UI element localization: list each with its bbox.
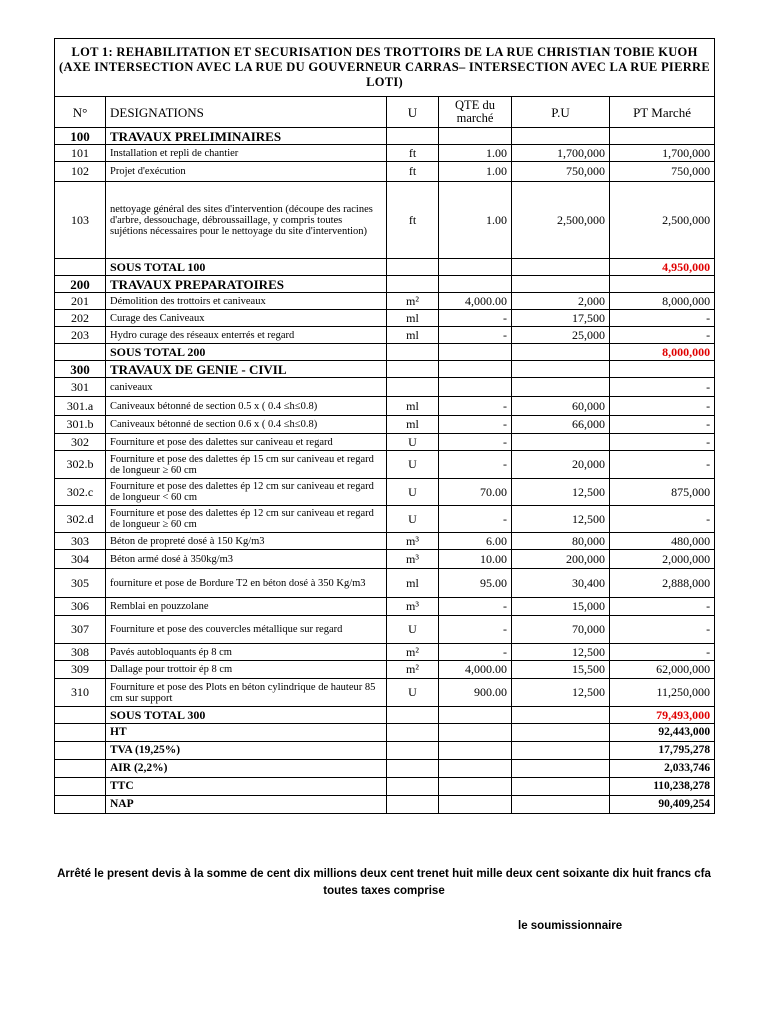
item-unit-price: 12,500: [512, 644, 610, 661]
item-quantity: 1.00: [439, 162, 512, 182]
item-total-price: 750,000: [610, 162, 715, 182]
item-unit-price: 1,700,000: [512, 145, 610, 162]
item-total-price: 8,000,000: [610, 293, 715, 310]
item-quantity: 95.00: [439, 569, 512, 598]
item-total-price: -: [610, 378, 715, 397]
item-designation: Caniveaux bétonné de section 0.5 x ( 0.4 ≤h≤0.8): [106, 397, 387, 416]
empty-cell: [512, 796, 610, 814]
item-number: 309: [55, 661, 106, 679]
empty-cell: [439, 796, 512, 814]
header-unit: U: [387, 97, 439, 128]
item-unit-price: 12,500: [512, 679, 610, 707]
item-designation: fourniture et pose de Bordure T2 en béton dosé à 350 Kg/m3: [106, 569, 387, 598]
item-quantity: 10.00: [439, 550, 512, 569]
subtotal-label: SOUS TOTAL 300: [106, 707, 387, 724]
section-name: TRAVAUX PREPARATOIRES: [106, 276, 387, 293]
item-number: 308: [55, 644, 106, 661]
table-row: [55, 182, 715, 259]
empty-cell: [439, 742, 512, 760]
table-row: [55, 598, 715, 616]
item-designation: Démolition des trottoirs et caniveaux: [106, 293, 387, 310]
item-quantity: -: [439, 598, 512, 616]
empty-cell: [610, 276, 715, 293]
document-title: LOT 1: REHABILITATION ET SECURISATION DES TROTTOIRS DE LA RUE CHRISTIAN TOBIE KUOH (AXE INTERSECTION AVEC LA RUE DU GOUVERNEUR CARRAS– INTERSECTION AVEC LA RUE PIERRE LOTI): [55, 39, 715, 97]
item-designation: Curage des Caniveaux: [106, 310, 387, 327]
quote-table: [54, 38, 715, 814]
item-unit: U: [387, 479, 439, 506]
item-unit-price: 15,500: [512, 661, 610, 679]
item-unit-price: 15,000: [512, 598, 610, 616]
empty-cell: [55, 344, 106, 361]
subtotal-value: 4,950,000: [610, 259, 715, 276]
item-unit: m²: [387, 644, 439, 661]
empty-cell: [387, 361, 439, 378]
table-row: [55, 661, 715, 679]
section-row: [55, 276, 715, 293]
total-value: 90,409,254: [610, 796, 715, 814]
item-designation: Remblai en pouzzolane: [106, 598, 387, 616]
item-unit: m²: [387, 661, 439, 679]
table-row: [55, 479, 715, 506]
empty-cell: [439, 724, 512, 742]
table-row: [55, 145, 715, 162]
total-value: 17,795,278: [610, 742, 715, 760]
empty-cell: [387, 707, 439, 724]
title-row: [55, 39, 715, 97]
item-quantity: -: [439, 506, 512, 533]
item-total-price: -: [610, 451, 715, 479]
empty-cell: [439, 361, 512, 378]
item-unit: m²: [387, 293, 439, 310]
table-row: [55, 550, 715, 569]
item-number: 302.d: [55, 506, 106, 533]
item-designation: caniveaux: [106, 378, 387, 397]
empty-cell: [512, 707, 610, 724]
total-row: [55, 724, 715, 742]
item-quantity: 1.00: [439, 182, 512, 259]
item-unit-price: 2,000: [512, 293, 610, 310]
empty-cell: [55, 742, 106, 760]
item-quantity: [439, 378, 512, 397]
item-total-price: -: [610, 416, 715, 434]
item-total-price: 11,250,000: [610, 679, 715, 707]
empty-cell: [55, 724, 106, 742]
subtotal-value: 8,000,000: [610, 344, 715, 361]
item-unit: ft: [387, 145, 439, 162]
empty-cell: [387, 796, 439, 814]
item-number: 305: [55, 569, 106, 598]
table-row: [55, 378, 715, 397]
subtotal-value: 79,493,000: [610, 707, 715, 724]
empty-cell: [55, 259, 106, 276]
empty-cell: [512, 778, 610, 796]
empty-cell: [387, 760, 439, 778]
table-row: [55, 533, 715, 550]
header-pt: PT Marché: [610, 97, 715, 128]
item-designation: Installation et repli de chantier: [106, 145, 387, 162]
table-row: [55, 679, 715, 707]
item-designation: nettoyage général des sites d'intervention (découpe des racines d'arbre, dessouchage, débroussaillage, y compris toutes sujétions nécessaires pour le nettoyage du site d'intervention): [106, 182, 387, 259]
item-quantity: 1.00: [439, 145, 512, 162]
item-designation: Pavés autobloquants ép 8 cm: [106, 644, 387, 661]
empty-cell: [439, 259, 512, 276]
item-number: 201: [55, 293, 106, 310]
item-designation: Fourniture et pose des dalettes ép 12 cm sur caniveau et regard de longueur < 60 cm: [106, 479, 387, 506]
empty-cell: [387, 344, 439, 361]
item-designation: Dallage pour trottoir ép 8 cm: [106, 661, 387, 679]
empty-cell: [610, 361, 715, 378]
total-label: AIR (2,2%): [106, 760, 387, 778]
item-unit: m³: [387, 598, 439, 616]
item-total-price: 875,000: [610, 479, 715, 506]
item-number: 103: [55, 182, 106, 259]
table-row: [55, 569, 715, 598]
section-code: 300: [55, 361, 106, 378]
item-unit: U: [387, 679, 439, 707]
empty-cell: [387, 276, 439, 293]
item-number: 304: [55, 550, 106, 569]
item-quantity: 70.00: [439, 479, 512, 506]
total-label: TTC: [106, 778, 387, 796]
table-row: [55, 616, 715, 644]
empty-cell: [512, 742, 610, 760]
item-quantity: -: [439, 310, 512, 327]
empty-cell: [610, 128, 715, 145]
empty-cell: [512, 724, 610, 742]
item-total-price: 480,000: [610, 533, 715, 550]
footer-statement: Arrêté le present devis à la somme de cent dix millions deux cent trenet huit mille deux cent soixante dix huit francs cfa toutes taxes comprise: [57, 868, 711, 897]
item-total-price: -: [610, 616, 715, 644]
subtotal-row: [55, 344, 715, 361]
item-quantity: 4,000.00: [439, 661, 512, 679]
item-unit: m³: [387, 550, 439, 569]
item-designation: Fourniture et pose des dalettes ép 12 cm sur caniveau et regard de longueur ≥ 60 cm: [106, 506, 387, 533]
item-unit-price: 70,000: [512, 616, 610, 644]
item-unit-price: 20,000: [512, 451, 610, 479]
empty-cell: [439, 760, 512, 778]
header-pu: P.U: [512, 97, 610, 128]
item-unit: U: [387, 451, 439, 479]
item-unit: ml: [387, 397, 439, 416]
item-unit-price: [512, 434, 610, 451]
item-unit: U: [387, 506, 439, 533]
item-quantity: -: [439, 416, 512, 434]
item-unit-price: 66,000: [512, 416, 610, 434]
item-quantity: 900.00: [439, 679, 512, 707]
item-total-price: -: [610, 310, 715, 327]
item-total-price: -: [610, 598, 715, 616]
item-quantity: 4,000.00: [439, 293, 512, 310]
empty-cell: [387, 724, 439, 742]
item-unit-price: 12,500: [512, 479, 610, 506]
item-unit: ft: [387, 182, 439, 259]
item-designation: Fourniture et pose des couvercles métallique sur regard: [106, 616, 387, 644]
item-total-price: 2,000,000: [610, 550, 715, 569]
item-number: 202: [55, 310, 106, 327]
header-row: [55, 97, 715, 128]
item-total-price: -: [610, 397, 715, 416]
total-label: TVA (19,25%): [106, 742, 387, 760]
total-label: HT: [106, 724, 387, 742]
item-quantity: 6.00: [439, 533, 512, 550]
total-label: NAP: [106, 796, 387, 814]
quote-sheet: [54, 38, 714, 814]
item-designation: Béton de propreté dosé à 150 Kg/m3: [106, 533, 387, 550]
item-unit-price: 30,400: [512, 569, 610, 598]
item-unit: m³: [387, 533, 439, 550]
item-unit: ml: [387, 310, 439, 327]
item-total-price: 2,500,000: [610, 182, 715, 259]
item-unit-price: 2,500,000: [512, 182, 610, 259]
item-unit-price: 200,000: [512, 550, 610, 569]
item-quantity: -: [439, 644, 512, 661]
empty-cell: [439, 276, 512, 293]
empty-cell: [512, 276, 610, 293]
item-quantity: -: [439, 616, 512, 644]
section-row: [55, 361, 715, 378]
subtotal-label: SOUS TOTAL 100: [106, 259, 387, 276]
table-row: [55, 451, 715, 479]
item-unit-price: 17,500: [512, 310, 610, 327]
subtotal-row: [55, 707, 715, 724]
item-designation: Fourniture et pose des dalettes sur caniveau et regard: [106, 434, 387, 451]
empty-cell: [55, 707, 106, 724]
table-row: [55, 327, 715, 344]
item-designation: Caniveaux bétonné de section 0.6 x ( 0.4 ≤h≤0.8): [106, 416, 387, 434]
item-unit: ml: [387, 569, 439, 598]
item-unit: U: [387, 616, 439, 644]
item-designation: Fourniture et pose des Plots en béton cylindrique de hauteur 85 cm sur support: [106, 679, 387, 707]
subtotal-row: [55, 259, 715, 276]
item-unit: [387, 378, 439, 397]
item-unit-price: [512, 378, 610, 397]
item-number: 302.c: [55, 479, 106, 506]
item-unit-price: 12,500: [512, 506, 610, 533]
item-total-price: 2,888,000: [610, 569, 715, 598]
item-unit: U: [387, 434, 439, 451]
total-value: 92,443,000: [610, 724, 715, 742]
header-no: N°: [55, 97, 106, 128]
total-row: [55, 742, 715, 760]
item-total-price: 62,000,000: [610, 661, 715, 679]
table-row: [55, 434, 715, 451]
total-value: 2,033,746: [610, 760, 715, 778]
empty-cell: [55, 760, 106, 778]
item-total-price: -: [610, 327, 715, 344]
item-designation: Projet d'exécution: [106, 162, 387, 182]
item-quantity: -: [439, 451, 512, 479]
item-total-price: 1,700,000: [610, 145, 715, 162]
empty-cell: [512, 128, 610, 145]
total-value: 110,238,278: [610, 778, 715, 796]
table-row: [55, 506, 715, 533]
item-unit: ml: [387, 327, 439, 344]
table-row: [55, 397, 715, 416]
table-row: [55, 416, 715, 434]
empty-cell: [512, 760, 610, 778]
total-row: [55, 796, 715, 814]
table-row: [55, 162, 715, 182]
section-name: TRAVAUX PRELIMINAIRES: [106, 128, 387, 145]
item-unit: ml: [387, 416, 439, 434]
item-designation: Hydro curage des réseaux enterrés et regard: [106, 327, 387, 344]
empty-cell: [439, 128, 512, 145]
item-number: 101: [55, 145, 106, 162]
item-quantity: -: [439, 434, 512, 451]
item-total-price: -: [610, 434, 715, 451]
item-unit: ft: [387, 162, 439, 182]
total-row: [55, 778, 715, 796]
subtotal-label: SOUS TOTAL 200: [106, 344, 387, 361]
empty-cell: [55, 796, 106, 814]
header-designation: DESIGNATIONS: [106, 97, 387, 128]
item-number: 102: [55, 162, 106, 182]
item-unit-price: 750,000: [512, 162, 610, 182]
empty-cell: [55, 778, 106, 796]
empty-cell: [439, 778, 512, 796]
item-number: 302.b: [55, 451, 106, 479]
section-code: 200: [55, 276, 106, 293]
header-qty: QTE du marché: [439, 97, 512, 128]
empty-cell: [512, 344, 610, 361]
item-number: 301: [55, 378, 106, 397]
section-code: 100: [55, 128, 106, 145]
item-total-price: -: [610, 644, 715, 661]
item-unit-price: 60,000: [512, 397, 610, 416]
table-row: [55, 644, 715, 661]
item-number: 301.b: [55, 416, 106, 434]
item-number: 301.a: [55, 397, 106, 416]
section-name: TRAVAUX DE GENIE - CIVIL: [106, 361, 387, 378]
empty-cell: [512, 259, 610, 276]
item-total-price: -: [610, 506, 715, 533]
table-row: [55, 310, 715, 327]
item-designation: Béton armé dosé à 350kg/m3: [106, 550, 387, 569]
item-number: 306: [55, 598, 106, 616]
item-unit-price: 25,000: [512, 327, 610, 344]
table-row: [55, 293, 715, 310]
section-row: [55, 128, 715, 145]
item-number: 307: [55, 616, 106, 644]
item-number: 203: [55, 327, 106, 344]
item-number: 303: [55, 533, 106, 550]
item-number: 310: [55, 679, 106, 707]
empty-cell: [387, 778, 439, 796]
empty-cell: [387, 259, 439, 276]
empty-cell: [439, 344, 512, 361]
empty-cell: [512, 361, 610, 378]
empty-cell: [439, 707, 512, 724]
item-unit-price: 80,000: [512, 533, 610, 550]
item-quantity: -: [439, 397, 512, 416]
item-number: 302: [55, 434, 106, 451]
empty-cell: [387, 128, 439, 145]
item-designation: Fourniture et pose des dalettes ép 15 cm sur caniveau et regard de longueur ≥ 60 cm: [106, 451, 387, 479]
item-quantity: -: [439, 327, 512, 344]
signature-label: le soumissionnaire: [518, 920, 623, 932]
empty-cell: [387, 742, 439, 760]
total-row: [55, 760, 715, 778]
